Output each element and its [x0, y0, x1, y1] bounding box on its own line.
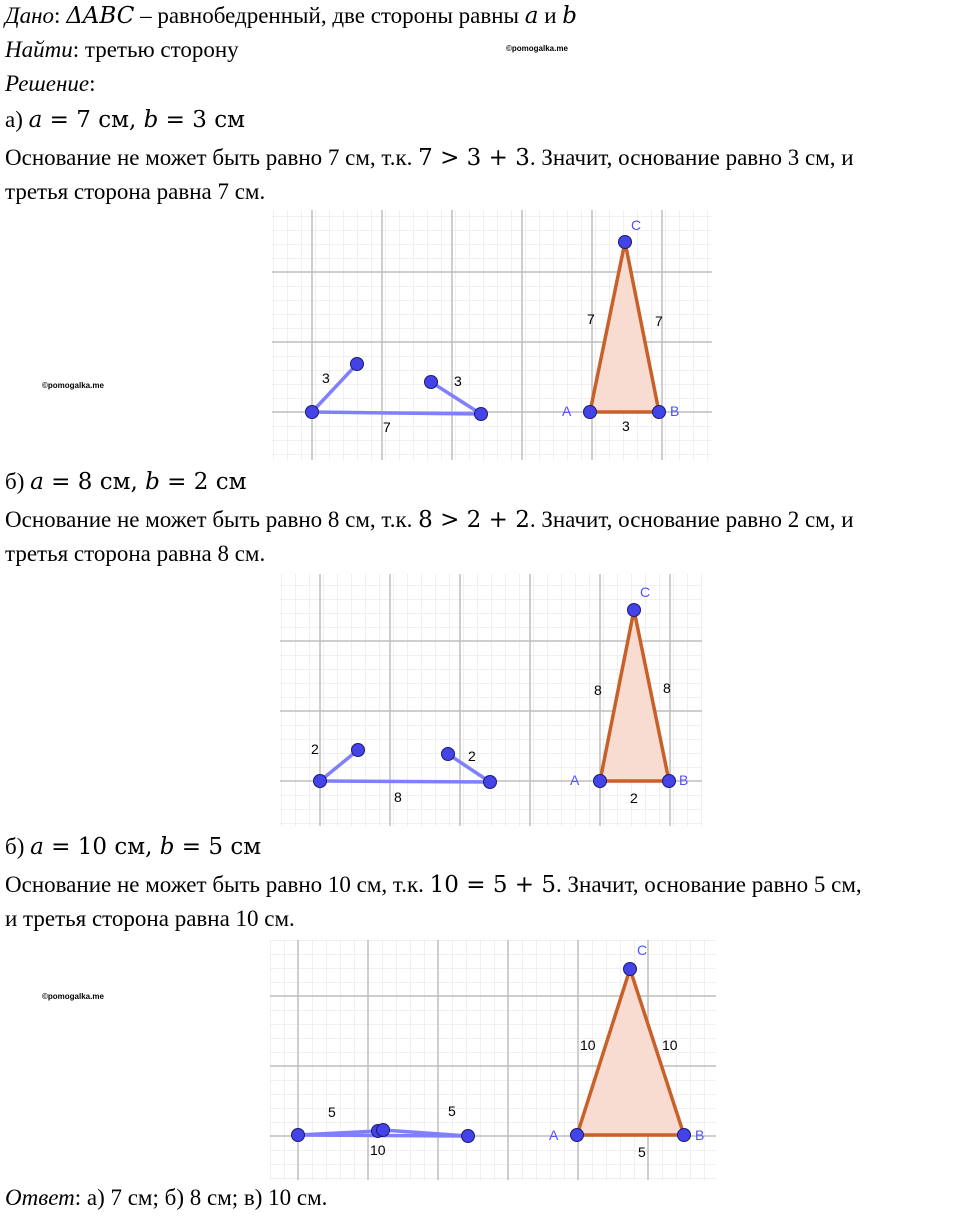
point-a — [584, 406, 597, 419]
point-a — [571, 1129, 584, 1142]
case-b-conclusion: третья сторона равна 8 см. — [5, 541, 266, 566]
label-side-left: 7 — [587, 311, 595, 327]
case-c-heading: б) a = 10 см, b = 5 см — [5, 834, 262, 860]
point — [352, 744, 365, 757]
watermark: ©pomogalka.me — [506, 44, 568, 53]
vertex-a-label: A — [549, 1127, 559, 1143]
label-short-right: 5 — [448, 1103, 456, 1119]
label-long: 7 — [383, 419, 391, 435]
vertex-a-label: A — [562, 403, 572, 419]
label-short-left: 5 — [328, 1104, 336, 1120]
label-side-right: 7 — [655, 313, 663, 329]
point — [306, 406, 319, 419]
given-line: Дано: ΔABC – равнобедренный, две стороны равны a и b — [5, 3, 578, 29]
label-short-left: 2 — [311, 741, 319, 757]
label-side-left: 10 — [580, 1037, 596, 1053]
figure-case-c — [270, 940, 716, 1180]
point-b — [678, 1129, 691, 1142]
point-b — [663, 775, 676, 788]
label-short-left: 3 — [322, 370, 330, 386]
label-base: 2 — [630, 790, 638, 806]
figure-case-a — [272, 210, 712, 460]
point — [292, 1129, 305, 1142]
vertex-c-label: C — [631, 217, 642, 233]
point-a — [594, 775, 607, 788]
watermark: ©pomogalka.me — [42, 992, 104, 1001]
figure-case-b — [280, 574, 702, 826]
label-short-right: 2 — [468, 748, 476, 764]
label-short-right: 3 — [454, 373, 462, 389]
vertex-b-label: B — [695, 1127, 705, 1143]
point — [377, 1124, 390, 1137]
point-c — [624, 963, 637, 976]
case-a-reason: Основание не может быть равно 7 см, т.к. 7 > 3 + 3. Значит, основание равно 3 см, и — [5, 145, 854, 171]
answer-line: Ответ: а) 7 см; б) 8 см; в) 10 см. — [5, 1185, 328, 1210]
watermark: ©pomogalka.me — [42, 381, 104, 390]
case-b-heading: б) a = 8 см, b = 2 см — [5, 469, 247, 495]
label-side-left: 8 — [594, 682, 602, 698]
solution-line: Решение: — [5, 71, 96, 96]
long-segment — [320, 781, 490, 782]
label-long: 8 — [394, 789, 402, 805]
point-c — [619, 236, 632, 249]
point — [314, 775, 327, 788]
vertex-b-label: B — [670, 403, 680, 419]
label-side-right: 10 — [662, 1037, 678, 1053]
triangle-notation: ΔABC — [66, 3, 135, 29]
point-b — [653, 406, 666, 419]
find-line: Найти: третью сторону — [5, 37, 239, 62]
point — [442, 748, 455, 761]
vertex-a-label: A — [570, 772, 580, 788]
case-a-conclusion: третья сторона равна 7 см. — [5, 179, 266, 204]
label-side-right: 8 — [663, 680, 671, 696]
point-c — [628, 604, 641, 617]
label-base: 3 — [622, 418, 630, 434]
long-segment — [312, 412, 481, 414]
point — [475, 408, 488, 421]
case-b-reason: Основание не может быть равно 8 см, т.к. 8 > 2 + 2. Значит, основание равно 2 см, и — [5, 507, 854, 533]
case-a-heading: а) a = 7 см, b = 3 см — [5, 107, 245, 133]
case-c-reason: Основание не может быть равно 10 см, т.к. 10 = 5 + 5. Значит, основание равно 5 см, — [5, 872, 862, 898]
vertex-c-label: C — [637, 942, 648, 958]
case-c-conclusion: и третья сторона равна 10 см. — [5, 906, 295, 931]
label-base: 5 — [638, 1144, 646, 1160]
point — [425, 376, 438, 389]
vertex-b-label: B — [679, 772, 689, 788]
label-long: 10 — [370, 1142, 386, 1158]
point — [484, 776, 497, 789]
vertex-c-label: C — [640, 584, 651, 600]
point — [462, 1130, 475, 1143]
point — [351, 358, 364, 371]
